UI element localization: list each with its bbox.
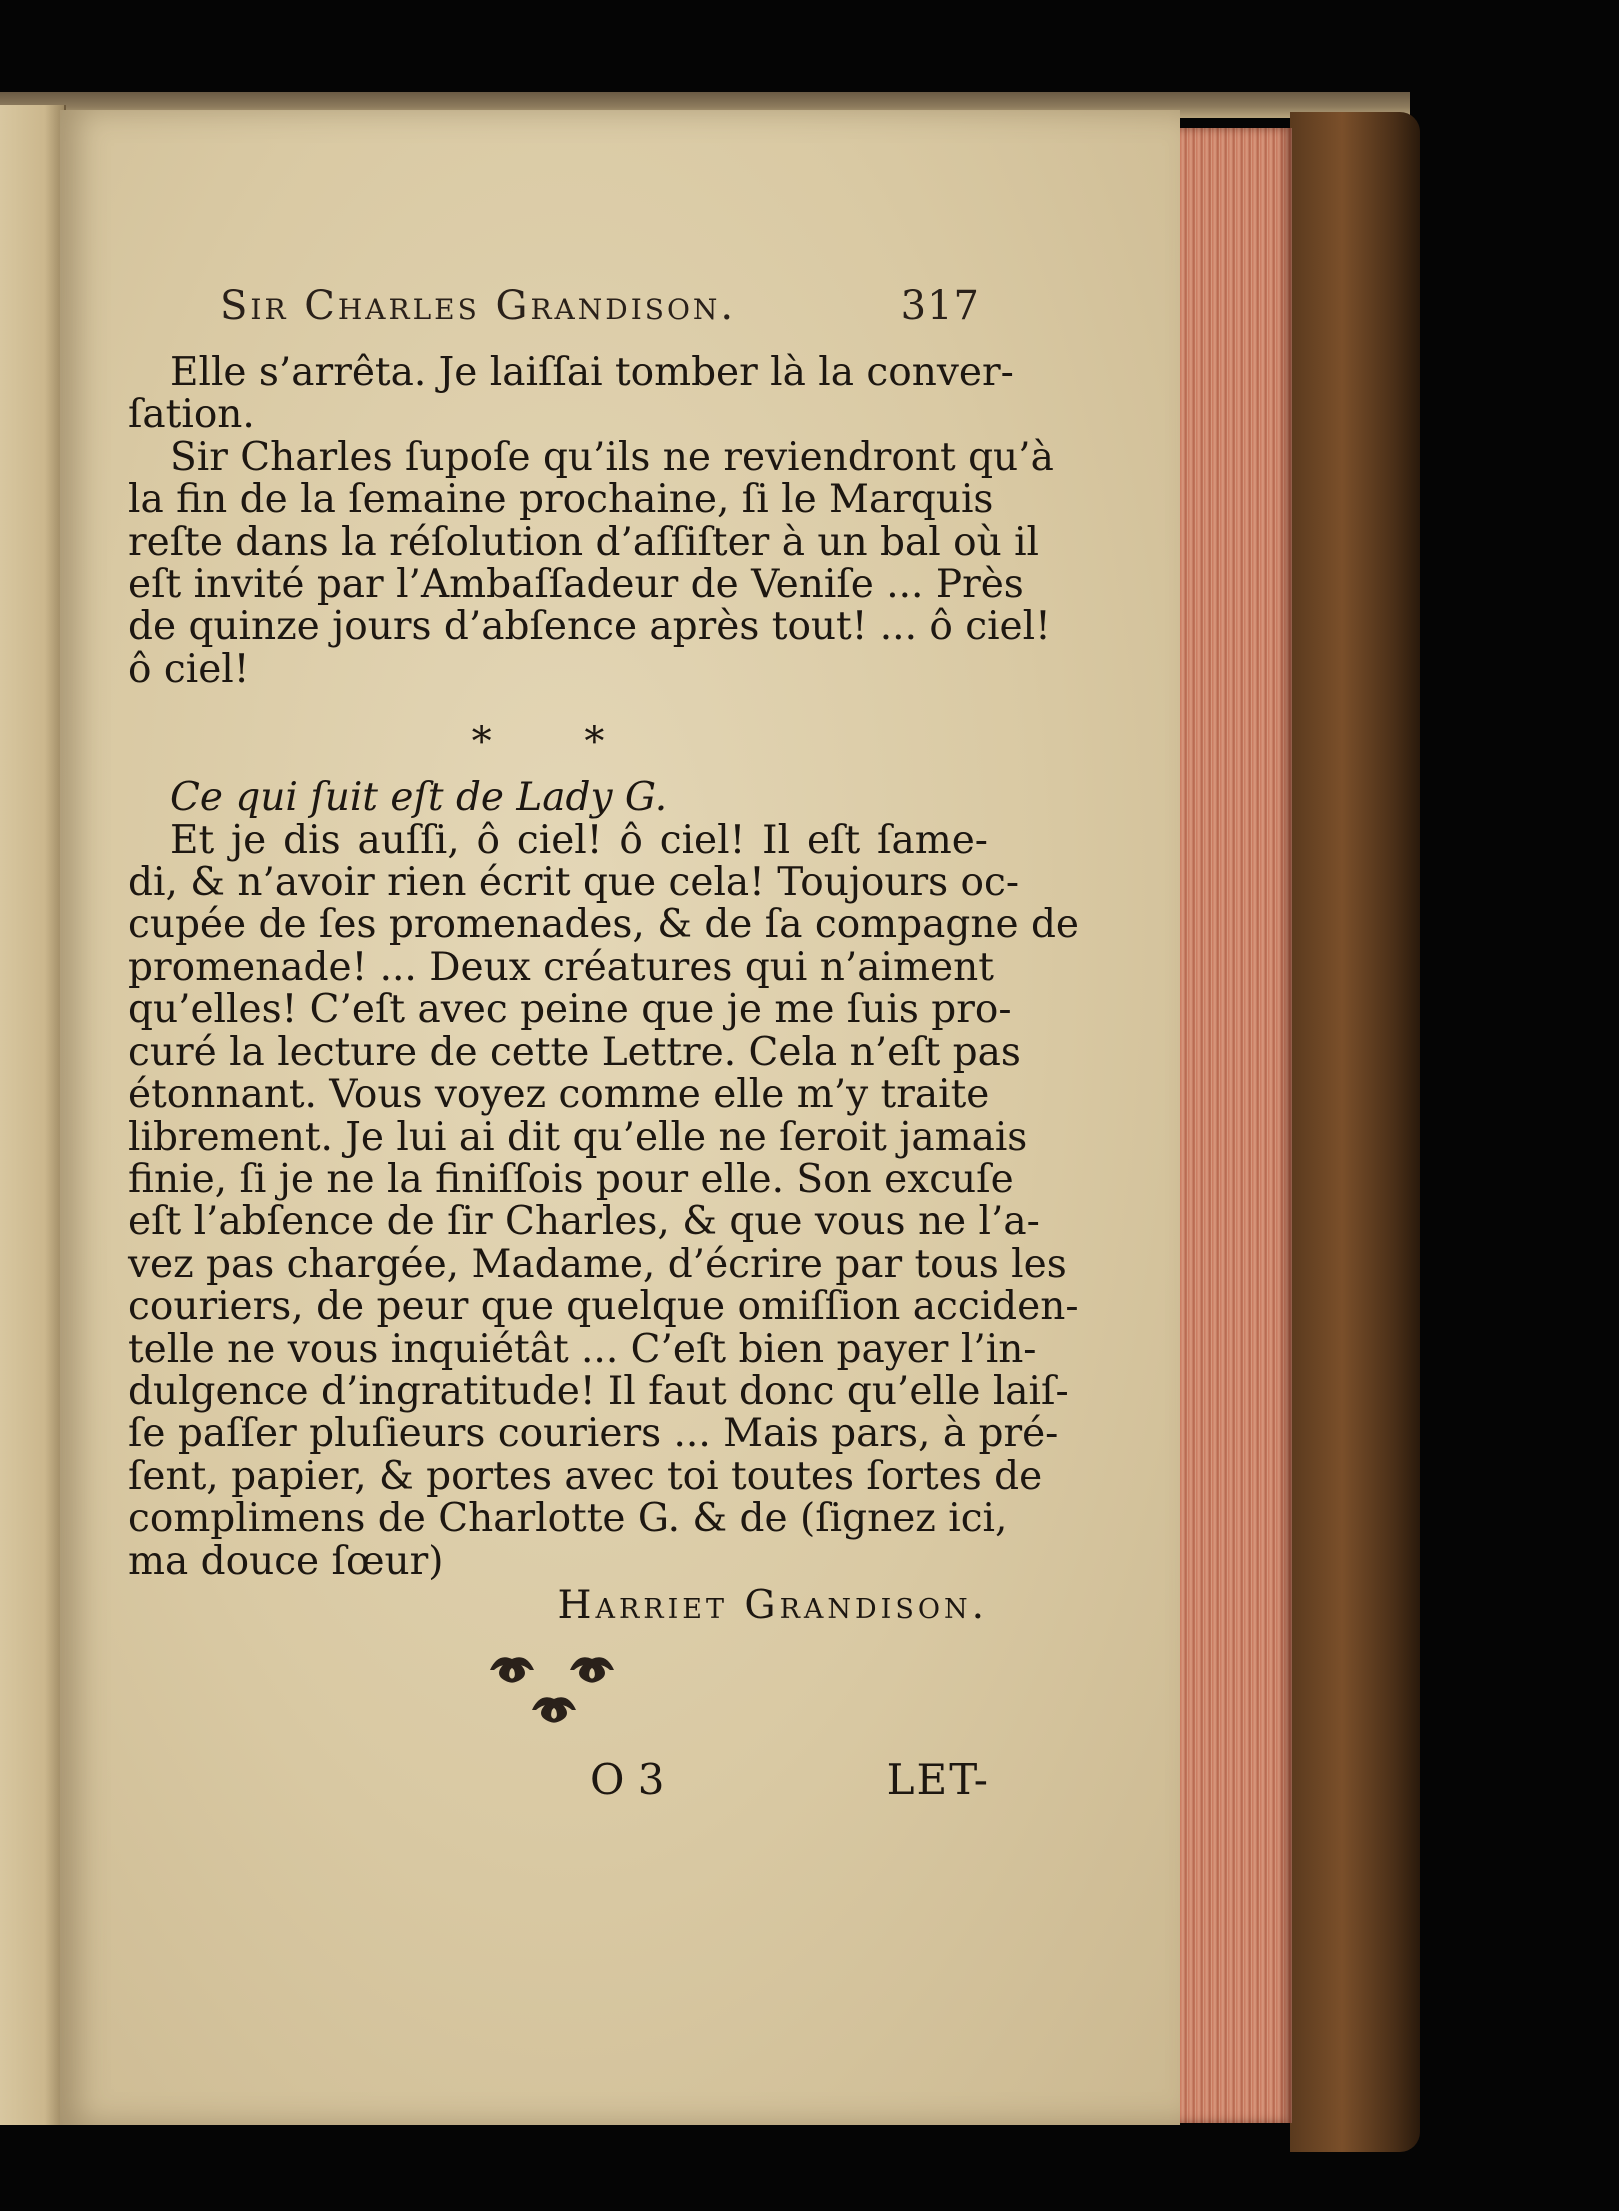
text-line: ſent, papier, & portes avec toi toutes ſortes de xyxy=(128,1453,1043,1499)
text-line: promenade! ... Deux créatures qui n’aiment xyxy=(128,944,994,990)
page-number: 317 xyxy=(900,283,980,329)
text-line: ma douce ſœur) xyxy=(128,1538,444,1584)
section-heading: Ce qui ſuit eſt de Lady G. xyxy=(170,775,668,821)
text-line: telle ne vous inquiétât ... C’eſt bien payer l’in- xyxy=(128,1326,1037,1372)
text-line: complimens de Charlotte G. & de (ſignez ici, xyxy=(128,1496,1008,1542)
page-edges xyxy=(1172,128,1292,2123)
text-line: couriers, de peur que quelque omiſſion acciden- xyxy=(128,1284,1079,1330)
text-line: ſe paſſer pluſieurs couriers ... Mais pars, à pré- xyxy=(128,1411,1059,1457)
text-line: étonnant. Vous voyez comme elle m’y traite xyxy=(128,1072,990,1118)
text-line: reſte dans la réſolution d’aſſiſter à un bal où il xyxy=(128,519,1040,565)
text-line: di, & n’avoir rien écrit que cela! Toujours oc- xyxy=(128,860,1020,906)
text-line: eſt invité par l’Ambaſſadeur de Veniſe ... Près xyxy=(128,562,1024,608)
text-block xyxy=(128,350,1079,1628)
signature-mark: O 3 xyxy=(590,1755,665,1804)
text-line: Elle s’arrêta. Je laiſſai tomber là la conver- xyxy=(170,350,1014,395)
catchword: LET- xyxy=(886,1755,990,1804)
text-line: ſation. xyxy=(128,392,255,438)
text-line: cupée de ſes promenades, & de ſa compagne de xyxy=(128,902,1079,948)
text-line: de quinze jours d’abſence après tout! ... ô ciel! xyxy=(128,604,1051,650)
text-line: eſt l’abſence de ſir Charles, & que vous ne l’a- xyxy=(128,1199,1040,1245)
text-line: Sir Charles ſupoſe qu’ils ne reviendront qu’à xyxy=(170,434,1054,480)
asterism-divider: * * xyxy=(471,719,645,766)
running-head xyxy=(220,283,980,333)
text-line: la fin de la ſemaine prochaine, ſi le Marquis xyxy=(128,477,994,523)
text-line: vez pas chargée, Madame, d’écrire par tous les xyxy=(128,1241,1067,1287)
text-line: librement. Je lui ai dit qu’elle ne ſeroit jamais xyxy=(128,1114,1028,1160)
text-line: ô ciel! xyxy=(128,646,250,692)
left-page-edge xyxy=(0,105,66,2125)
text-line: finie, ſi je ne la finiſſois pour elle. Son excuſe xyxy=(128,1156,1014,1202)
book-cover xyxy=(1290,112,1420,2152)
catchline xyxy=(590,1755,990,1805)
signature: Harriet Grandison. xyxy=(557,1582,988,1628)
text-line: Et je dis auſſi, ô ciel! ô ciel! Il eſt ſame- xyxy=(170,817,988,863)
text-line: dulgence d’ingratitude! Il faut donc qu’elle laiſ- xyxy=(128,1368,1069,1414)
printers-ornament xyxy=(470,1640,650,1730)
text-line: curé la lecture de cette Lettre. Cela n’eſt pas xyxy=(128,1029,1021,1075)
running-head-title: Sir Charles Grandison. xyxy=(220,283,737,329)
text-line: qu’elles! C’eſt avec peine que je me ſuis pro- xyxy=(128,987,1012,1033)
